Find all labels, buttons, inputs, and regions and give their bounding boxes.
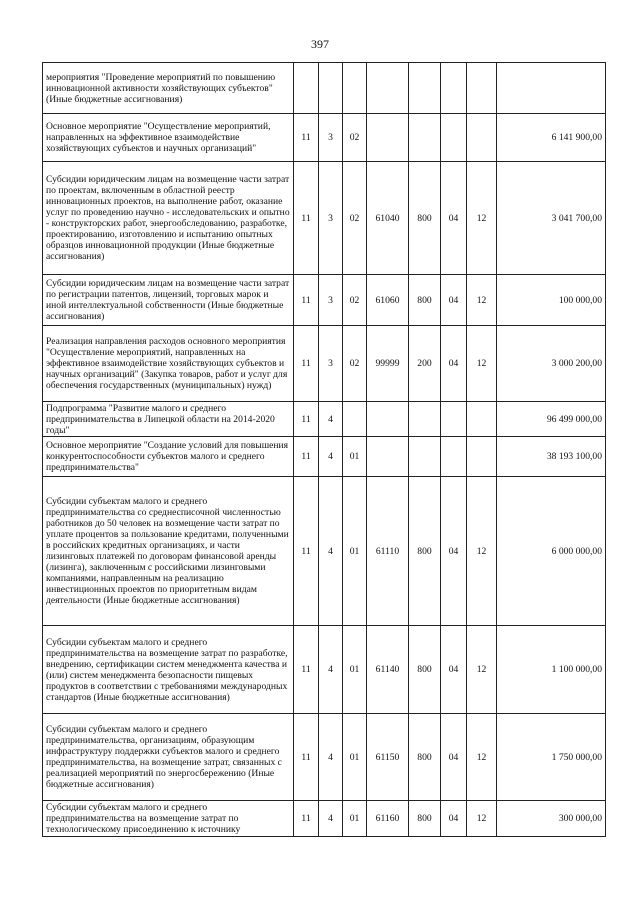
table-row xyxy=(43,477,606,626)
code-event: 02 xyxy=(343,162,367,275)
code-event xyxy=(343,402,367,437)
code-section: 11 xyxy=(294,477,319,626)
code-event: 01 xyxy=(343,626,367,714)
code-section: 11 xyxy=(294,326,319,402)
code-direction xyxy=(367,114,409,162)
code-division xyxy=(441,63,467,114)
code-expense-type: 800 xyxy=(409,477,441,626)
code-subdivision xyxy=(467,63,497,114)
row-name: Субсидии юридическим лицам на возмещение части затрат по проектам, включенным в областной реестр инновационных проектов, на выполнение работ, оказание услуг по проведению научно - исследовательских и опытно - конструкторских работ, энергообследованию, разработке, проектированию, изготовлению и испытанию опытных образцов инновационной продукции (Иные бюджетные ассигнования) xyxy=(43,162,294,275)
code-subprogram: 4 xyxy=(319,626,343,714)
code-subprogram: 3 xyxy=(319,162,343,275)
code-expense-type: 800 xyxy=(409,275,441,326)
row-name: Субсидии субъектам малого и среднего предпринимательства, организациям, образующим инфраструктуру поддержки субъектов малого и среднего предпринимательства, на возмещение затрат, связанных с реализацией мероприятий по энергосбережению (Иные бюджетные ассигнования) xyxy=(43,714,294,801)
code-subprogram: 4 xyxy=(319,477,343,626)
code-division: 04 xyxy=(441,714,467,801)
row-name: Подпрограмма "Развитие малого и среднего предпринимательства в Липецкой области на 2014-2020 годы" xyxy=(43,402,294,437)
row-name: Субсидии субъектам малого и среднего предпринимательства на возмещение затрат по технологическому присоединению к источнику xyxy=(43,801,294,837)
code-division: 04 xyxy=(441,801,467,837)
code-subprogram xyxy=(319,63,343,114)
row-amount xyxy=(497,63,606,114)
code-subprogram: 3 xyxy=(319,326,343,402)
code-division: 04 xyxy=(441,326,467,402)
code-subdivision: 12 xyxy=(467,326,497,402)
code-expense-type xyxy=(409,114,441,162)
code-direction: 61150 xyxy=(367,714,409,801)
code-subdivision: 12 xyxy=(467,275,497,326)
code-subdivision: 12 xyxy=(467,801,497,837)
code-expense-type xyxy=(409,437,441,477)
code-subprogram: 3 xyxy=(319,275,343,326)
row-name: Субсидии субъектам малого и среднего предпринимательства со среднесписочной численностью работников до 50 человек на возмещение части затрат по уплате процентов за пользование кредитами, полученными в российских кредитных организациях, и части лизинговых платежей по договорам финансовой аренды (лизинга), заключенным с российскими лизинговыми компаниями, направленным на реализацию инвестиционных проектов по приоритетным видам деятельности (Иные бюджетные ассигнования) xyxy=(43,477,294,626)
code-subprogram: 4 xyxy=(319,801,343,837)
code-section: 11 xyxy=(294,626,319,714)
row-name: Субсидии субъектам малого и среднего предпринимательства на возмещение затрат по разработке, внедрению, сертификации систем менеджмента качества и (или) систем менеджмента безопасности пищевых продуктов в соответствии с требованиями международных стандартов (Иные бюджетные ассигнования) xyxy=(43,626,294,714)
row-amount: 3 041 700,00 xyxy=(497,162,606,275)
code-event: 01 xyxy=(343,801,367,837)
code-direction: 61160 xyxy=(367,801,409,837)
code-event: 01 xyxy=(343,437,367,477)
code-section: 11 xyxy=(294,114,319,162)
code-subprogram: 4 xyxy=(319,437,343,477)
code-subdivision xyxy=(467,437,497,477)
code-division: 04 xyxy=(441,162,467,275)
table-row xyxy=(43,402,606,437)
table-row xyxy=(43,275,606,326)
row-name: Основное мероприятие "Создание условий для повышения конкурентоспособности субъектов малого и среднего предпринимательства" xyxy=(43,437,294,477)
table-row xyxy=(43,114,606,162)
code-direction: 99999 xyxy=(367,326,409,402)
code-subprogram: 4 xyxy=(319,402,343,437)
code-division xyxy=(441,114,467,162)
code-direction xyxy=(367,437,409,477)
code-section xyxy=(294,63,319,114)
row-amount: 1 100 000,00 xyxy=(497,626,606,714)
row-amount: 6 141 900,00 xyxy=(497,114,606,162)
code-expense-type xyxy=(409,63,441,114)
code-subdivision xyxy=(467,402,497,437)
code-section: 11 xyxy=(294,162,319,275)
row-name: мероприятия "Проведение мероприятий по повышению инновационной активности хозяйствующих субъектов" (Иные бюджетные ассигнования) xyxy=(43,63,294,114)
code-event: 01 xyxy=(343,714,367,801)
code-division: 04 xyxy=(441,626,467,714)
page-number: 397 xyxy=(311,37,329,51)
code-event: 02 xyxy=(343,275,367,326)
code-direction: 61060 xyxy=(367,275,409,326)
row-amount: 100 000,00 xyxy=(497,275,606,326)
row-name: Субсидии юридическим лицам на возмещение части затрат по регистрации патентов, лицензий, торговых марок и иной интеллектуальной собственности (Иные бюджетные ассигнования) xyxy=(43,275,294,326)
code-subdivision: 12 xyxy=(467,714,497,801)
code-section: 11 xyxy=(294,801,319,837)
table-row xyxy=(43,437,606,477)
code-subdivision: 12 xyxy=(467,162,497,275)
table-row xyxy=(43,63,606,114)
code-direction: 61110 xyxy=(367,477,409,626)
code-expense-type: 800 xyxy=(409,801,441,837)
table-row xyxy=(43,626,606,714)
row-name: Основное мероприятие "Осуществление мероприятий, направленных на эффективное взаимодействие хозяйствующих субъектов и научных организаций" xyxy=(43,114,294,162)
row-amount: 1 750 000,00 xyxy=(497,714,606,801)
code-direction: 61040 xyxy=(367,162,409,275)
code-event: 01 xyxy=(343,477,367,626)
row-amount: 96 499 000,00 xyxy=(497,402,606,437)
code-event: 02 xyxy=(343,326,367,402)
code-subdivision: 12 xyxy=(467,477,497,626)
code-event xyxy=(343,63,367,114)
code-direction xyxy=(367,63,409,114)
code-expense-type: 800 xyxy=(409,626,441,714)
code-division xyxy=(441,402,467,437)
code-direction: 61140 xyxy=(367,626,409,714)
code-subprogram: 4 xyxy=(319,714,343,801)
code-section: 11 xyxy=(294,437,319,477)
table-row xyxy=(43,714,606,801)
table-row xyxy=(43,801,606,837)
code-expense-type: 800 xyxy=(409,162,441,275)
budget-table xyxy=(42,62,606,837)
code-division xyxy=(441,437,467,477)
row-amount: 3 000 200,00 xyxy=(497,326,606,402)
code-section: 11 xyxy=(294,275,319,326)
row-amount: 6 000 000,00 xyxy=(497,477,606,626)
table-row xyxy=(43,162,606,275)
code-expense-type xyxy=(409,402,441,437)
code-direction xyxy=(367,402,409,437)
code-subprogram: 3 xyxy=(319,114,343,162)
code-expense-type: 200 xyxy=(409,326,441,402)
table-row xyxy=(43,326,606,402)
code-subdivision xyxy=(467,114,497,162)
code-division: 04 xyxy=(441,477,467,626)
row-amount: 300 000,00 xyxy=(497,801,606,837)
row-name: Реализация направления расходов основного мероприятия "Осуществление мероприятий, направленных на эффективное взаимодействие хозяйствующих субъектов и научных организаций" (Закупка товаров, работ и услуг для обеспечения государственных (муниципальных) нужд) xyxy=(43,326,294,402)
code-section: 11 xyxy=(294,714,319,801)
code-event: 02 xyxy=(343,114,367,162)
code-subdivision: 12 xyxy=(467,626,497,714)
code-division: 04 xyxy=(441,275,467,326)
code-section: 11 xyxy=(294,402,319,437)
code-expense-type: 800 xyxy=(409,714,441,801)
row-amount: 38 193 100,00 xyxy=(497,437,606,477)
